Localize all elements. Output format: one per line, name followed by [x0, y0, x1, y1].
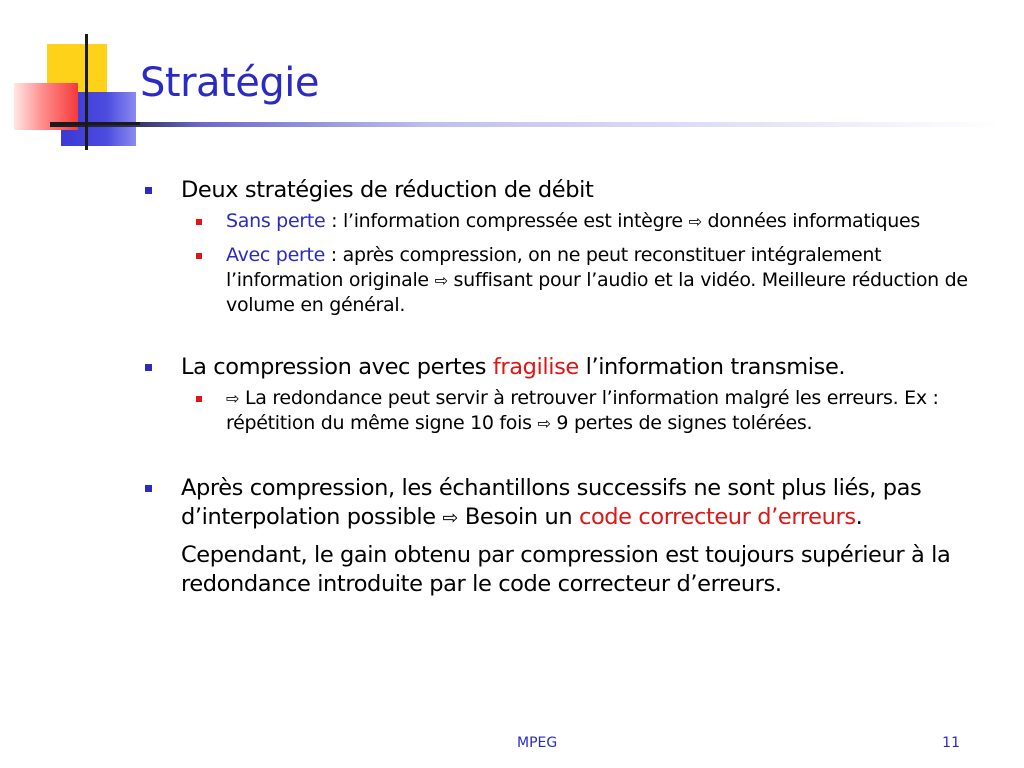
arrow-right-icon: ⇨	[688, 212, 702, 231]
title-underline-dark	[50, 122, 140, 125]
bullet-2-highlight: fragilise	[492, 354, 579, 380]
arrow-right-icon: ⇨	[434, 271, 448, 290]
bullet-3-text: Après compression, les échantillons successifs ne sont plus liés, pas d’interpolation possible	[181, 475, 922, 530]
arrow-right-icon: ⇨	[442, 506, 459, 529]
square-bullet-icon	[196, 396, 202, 402]
page-number: 11	[942, 735, 960, 751]
bullet-3	[140, 474, 1000, 532]
bullet-2-text: La compression avec pertes	[181, 354, 493, 380]
slide-title: Stratégie	[140, 60, 319, 106]
bullet-2-sub-1	[140, 386, 1000, 436]
bullet-2	[140, 353, 1000, 382]
bullet-3-continuation: Cependant, le gain obtenu par compression est toujours supérieur à la redondance introduite par le code correcteur d’erreurs.	[181, 542, 951, 597]
bullet-2-text-end: l’information transmise.	[578, 354, 846, 380]
decor-vertical-line	[85, 34, 88, 150]
sub-1-text-end: données informatiques	[701, 210, 921, 232]
bullet-3-text-mid: Besoin un	[458, 504, 579, 530]
sub-2-label: Avec perte	[226, 244, 326, 266]
bullet-1-sub-1	[140, 209, 1000, 234]
square-bullet-icon	[145, 187, 152, 194]
arrow-right-icon: ⇨	[226, 389, 240, 408]
bullet-1-text: Deux stratégies de réduction de débit	[181, 177, 594, 203]
sub-2-text: : après compression, on ne peut reconstituer intégralement l’information originale	[226, 244, 882, 291]
bullet-2-sub-text-end: 9 pertes de signes tolérées.	[550, 412, 813, 434]
bullet-1	[140, 176, 1000, 205]
sub-1-text: : l’information compressée est intègre	[325, 210, 689, 232]
bullet-3-highlight: code correcteur d’erreurs	[578, 504, 856, 530]
footer-title: MPEG	[517, 735, 558, 751]
sub-2-text-end: suffisant pour l’audio et la vidéo. Meilleure réduction de volume en général.	[226, 269, 968, 316]
square-bullet-icon	[196, 253, 202, 259]
square-bullet-icon	[145, 364, 152, 371]
square-bullet-icon	[145, 485, 152, 492]
bullet-3-text-end: .	[855, 504, 863, 530]
square-bullet-icon	[196, 219, 202, 225]
arrow-right-icon: ⇨	[537, 414, 551, 433]
slide-body	[140, 176, 1000, 599]
bullet-2-sub-text: La redondance peut servir à retrouver l’information malgré les erreurs. Ex : répétition du même signe 10 fois	[226, 387, 939, 434]
sub-1-label: Sans perte	[226, 210, 326, 232]
title-underline	[50, 122, 1000, 127]
bullet-1-sub-2	[140, 243, 1000, 318]
